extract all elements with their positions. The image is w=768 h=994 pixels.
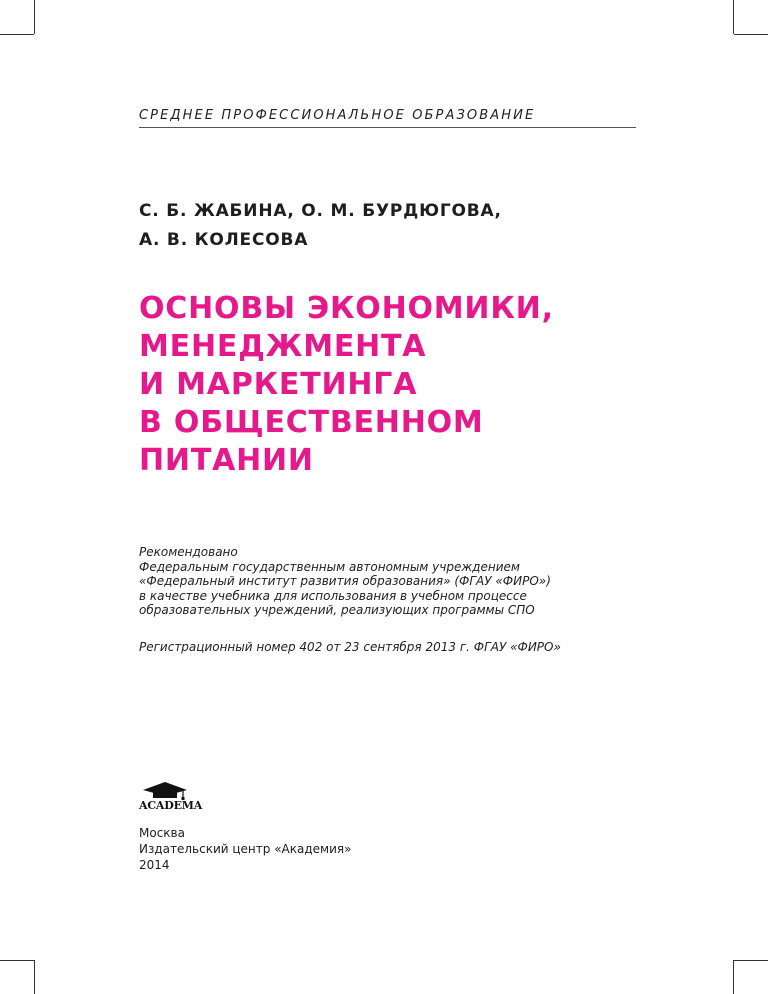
book-title-line: И МАРКЕТИНГА — [139, 367, 418, 402]
recommendation-line: «Федеральный институт развития образования» (ФГАУ «ФИРО») — [139, 574, 551, 589]
crop-mark-bottom-left-h — [0, 960, 34, 961]
recommendation-line: образовательных учреждений, реализующих программы СПО — [139, 603, 535, 618]
crop-mark-top-right — [733, 0, 734, 34]
publisher-logo-text: ACADEMA — [139, 799, 203, 812]
book-title-line: ОСНОВЫ ЭКОНОМИКИ, — [139, 291, 554, 326]
crop-mark-top-left — [34, 0, 35, 34]
authors-line: А. В. КОЛЕСОВА — [139, 230, 309, 250]
crop-mark-top-left-h — [0, 34, 34, 35]
crop-mark-bottom-right-h — [734, 960, 768, 961]
imprint-publisher: Издательский центр «Академия» — [139, 842, 352, 856]
graduation-cap-icon — [139, 780, 219, 800]
book-title — [139, 290, 554, 480]
crop-mark-top-right-h — [734, 34, 768, 35]
recommendation-line: Федеральным государственным автономным учреждением — [139, 559, 520, 574]
authors-line: С. Б. ЖАБИНА, О. М. БУРДЮГОВА, — [139, 201, 502, 221]
imprint-year: 2014 — [139, 858, 170, 872]
book-title-line: ПИТАНИИ — [139, 443, 314, 478]
registration-number: Регистрационный номер 402 от 23 сентября 2013 г. ФГАУ «ФИРО» — [139, 640, 561, 654]
publisher-logo — [139, 780, 219, 812]
imprint — [139, 825, 351, 873]
book-title-line: МЕНЕДЖМЕНТА — [139, 329, 427, 364]
authors — [139, 197, 502, 255]
imprint-city: Москва — [139, 826, 185, 840]
recommendation-line: в качестве учебника для использования в учебном процессе — [139, 588, 527, 603]
crop-mark-bottom-right — [733, 960, 734, 994]
crop-mark-bottom-left — [34, 960, 35, 994]
series-title: СРЕДНЕЕ ПРОФЕССИОНАЛЬНОЕ ОБРАЗОВАНИЕ — [139, 108, 636, 128]
book-title-line: В ОБЩЕСТВЕННОМ — [139, 405, 484, 440]
recommendation-line: Рекомендовано — [139, 545, 238, 559]
recommendation — [139, 545, 551, 618]
